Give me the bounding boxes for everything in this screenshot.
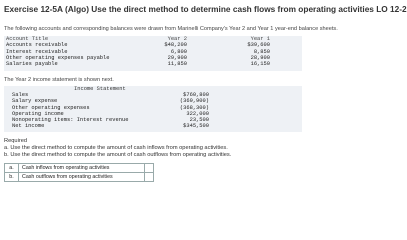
answer-key: b. bbox=[5, 173, 19, 182]
income-amount: 322,000 bbox=[186, 110, 209, 117]
income-statement-caption: The Year 2 income statement is shown next. bbox=[4, 77, 114, 83]
year1-header: Year 1 bbox=[250, 36, 270, 42]
required-a-text: a. Use the direct method to compute the amount of cash inflows from operating activities. bbox=[4, 144, 228, 151]
required-b-text: b. Use the direct method to compute the amount of cash outflows from operating activities. bbox=[4, 151, 232, 158]
income-label: Nonoperating items: Interest revenue bbox=[12, 116, 129, 123]
answer-label: Cash inflows from operating activities bbox=[19, 164, 145, 173]
answer-label: Cash outflows from operating activities bbox=[19, 173, 145, 182]
income-label: Salary expense bbox=[12, 98, 58, 105]
income-label: Net income bbox=[12, 123, 45, 130]
account-label: Salaries payable bbox=[6, 61, 58, 68]
year1-value: 8,850 bbox=[253, 48, 270, 55]
year2-value: 6,800 bbox=[170, 48, 187, 55]
answer-row-a bbox=[5, 164, 154, 173]
year1-value: 16,150 bbox=[250, 61, 270, 68]
balance-sheet-table bbox=[4, 36, 302, 71]
income-label: Operating income bbox=[12, 110, 64, 117]
income-amount: $345,500 bbox=[183, 123, 209, 130]
required-heading: Required bbox=[4, 138, 28, 144]
income-label: Sales bbox=[12, 92, 29, 99]
account-label: Other operating expenses payable bbox=[6, 54, 110, 61]
account-title-header: Account Title bbox=[6, 36, 49, 42]
table-row bbox=[4, 123, 302, 129]
income-amount: (369,900) bbox=[179, 98, 209, 105]
year2-value: $48,200 bbox=[164, 42, 187, 49]
year2-value: 29,900 bbox=[167, 54, 187, 61]
year2-value: 11,850 bbox=[167, 61, 187, 68]
cash-inflows-input[interactable] bbox=[144, 164, 153, 173]
table-row bbox=[4, 61, 302, 67]
income-amount: $760,800 bbox=[183, 92, 209, 99]
intro-text: The following accounts and corresponding balances were drawn from Marinelli Company's Year 2 and Year 1 year-end balance sheets. bbox=[4, 26, 338, 32]
year1-value: 28,900 bbox=[250, 54, 270, 61]
answer-row-b bbox=[5, 173, 154, 182]
income-statement-title: Income Statement bbox=[74, 86, 126, 92]
year1-value: $39,600 bbox=[247, 42, 270, 49]
income-statement-table bbox=[4, 86, 302, 132]
required-section bbox=[4, 138, 231, 158]
answer-table bbox=[4, 163, 154, 182]
income-amount: (368,300) bbox=[179, 104, 209, 111]
account-label: Interest receivable bbox=[6, 48, 68, 55]
income-label: Other operating expenses bbox=[12, 104, 90, 111]
income-amount: 23,500 bbox=[189, 116, 209, 123]
cash-outflows-input[interactable] bbox=[144, 173, 153, 182]
year2-header: Year 2 bbox=[167, 36, 187, 42]
exercise-title: Exercise 12-5A (Algo) Use the direct method to determine cash flows from operating activities LO 12-2 bbox=[4, 4, 407, 14]
answer-key: a. bbox=[5, 164, 19, 173]
account-label: Accounts receivable bbox=[6, 42, 68, 49]
